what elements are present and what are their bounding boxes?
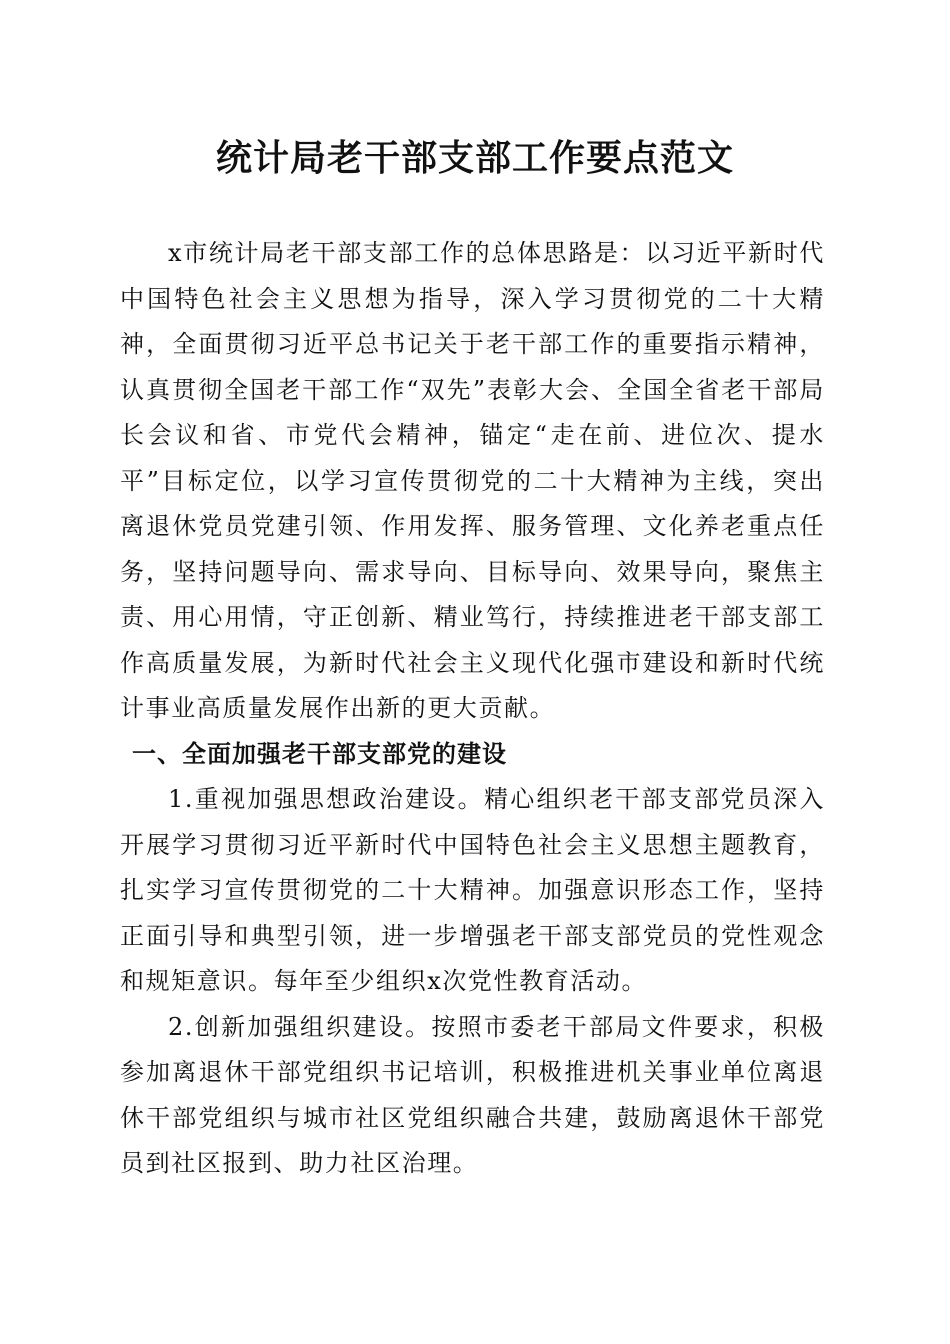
section-1-item-1: 1.重视加强思想政治建设。精心组织老干部支部党员深入开展学习贯彻习近平新时代中国特色社会主义思想主题教育，扎实学习宣传贯彻党的二十大精神。加强意识形态工作，坚持正面引导和典型引领，进一步增强老干部支部党员的党性观念和规矩意识。每年至少组织x次党性教育活动。 [120, 785, 825, 995]
document-body [120, 231, 825, 1187]
section-heading-1: 一、全面加强老干部支部党的建设 [132, 739, 507, 768]
section-1-item-2: 2.创新加强组织建设。按照市委老干部局文件要求，积极参加离退休干部党组织书记培训，积极推进机关事业单位离退休干部党组织与城市社区党组织融合共建，鼓励离退休干部党员到社区报到、助力社区治理。 [120, 1012, 825, 1177]
intro-paragraph: x市统计局老干部支部工作的总体思路是：以习近平新时代中国特色社会主义思想为指导，深入学习贯彻党的二十大精神，全面贯彻习近平总书记关于老干部工作的重要指示精神，认真贯彻全国老干部工作“双先”表彰大会、全国全省老干部局长会议和省、市党代会精神，锚定“走在前、进位次、提水平”目标定位，以学习宣传贯彻党的二十大精神为主线，突出离退休党员党建引领、作用发挥、服务管理、文化养老重点任务，坚持问题导向、需求导向、目标导向、效果导向，聚焦主责、用心用情，守正创新、精业笃行，持续推进老干部支部工作高质量发展，为新时代社会主义现代化强市建设和新时代统计事业高质量发展作出新的更大贡献。 [120, 239, 825, 722]
document-title: 统计局老干部支部工作要点范文 [215, 137, 734, 179]
